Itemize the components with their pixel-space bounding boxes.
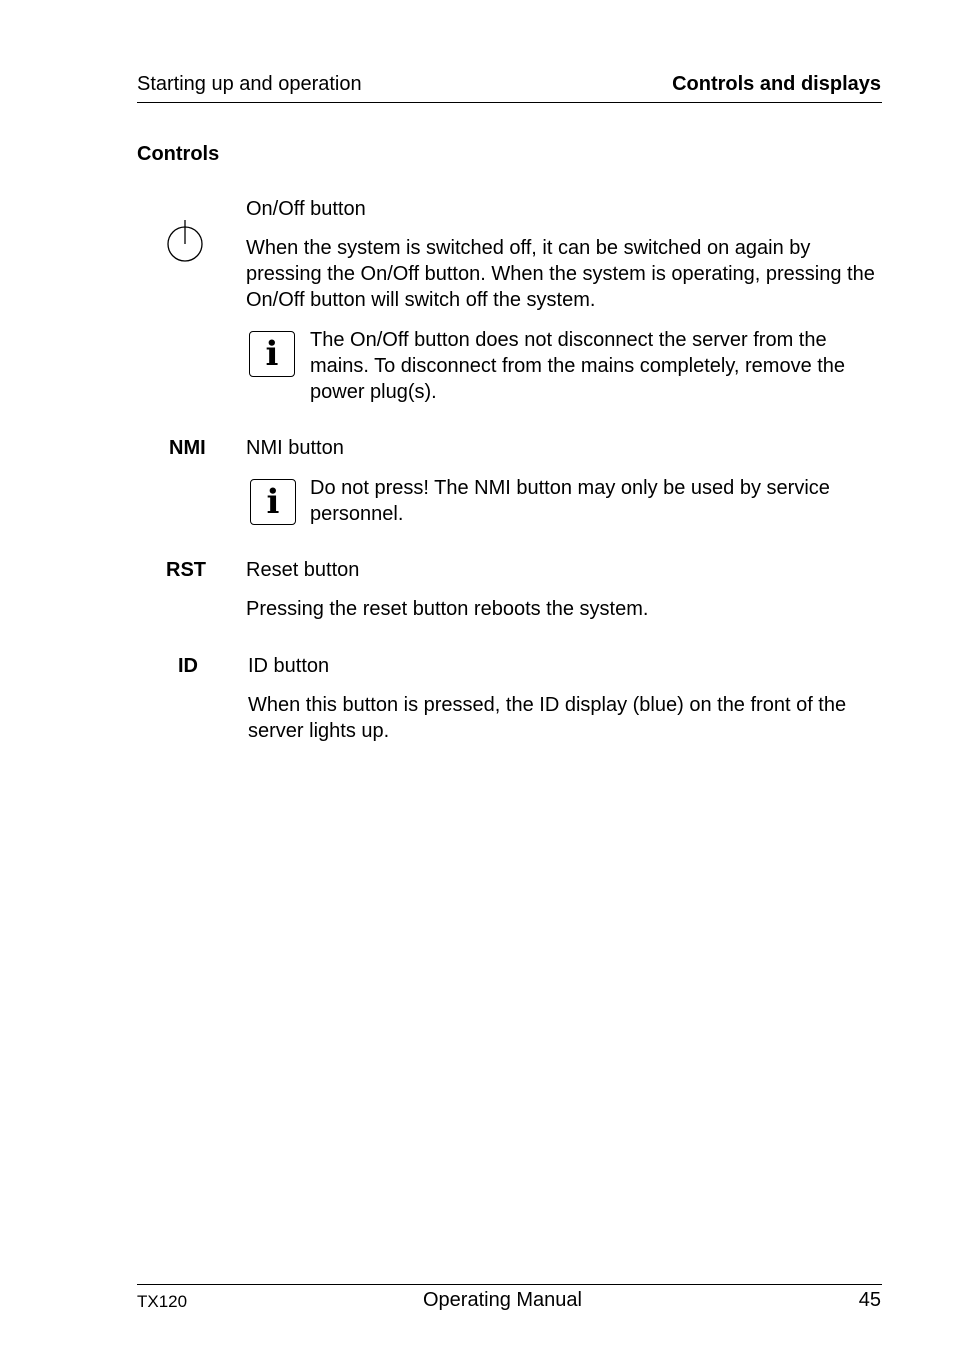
on-off-button-note: The On/Off button does not disconnect the server from the mains. To disconnect from the mains completely, remove the power plug(s).	[310, 329, 846, 403]
id-button-title: ID button	[248, 655, 330, 677]
id-label: ID	[178, 655, 198, 677]
rst-label: RST	[166, 559, 206, 581]
footer-manual-title: Operating Manual	[423, 1289, 582, 1311]
nmi-button-title: NMI button	[246, 437, 344, 459]
header-divider	[137, 102, 882, 103]
id-button-description: When this button is pressed, the ID display (blue) on the front of the server lights up.	[248, 694, 847, 742]
running-header-left: Starting up and operation	[137, 73, 362, 95]
reset-button-title: Reset button	[246, 559, 360, 581]
reset-button-description: Pressing the reset button reboots the system.	[246, 598, 649, 620]
on-off-button-description: When the system is switched off, it can be switched on again by pressing the On/Off button. When the system is operating, pressing the On/Off button will switch off the system.	[246, 237, 875, 311]
info-icon: i	[249, 331, 295, 377]
on-off-button-title: On/Off button	[246, 198, 366, 220]
info-icon: i	[250, 479, 296, 525]
footer-divider	[137, 1284, 882, 1285]
footer-model: TX120	[137, 1292, 188, 1311]
power-icon	[165, 218, 205, 262]
nmi-label: NMI	[169, 437, 206, 459]
nmi-button-note: Do not press! The NMI button may only be used by service personnel.	[310, 477, 830, 525]
section-title: Controls	[137, 143, 220, 165]
running-header-right: Controls and displays	[672, 73, 881, 95]
page-number: 45	[858, 1289, 881, 1311]
